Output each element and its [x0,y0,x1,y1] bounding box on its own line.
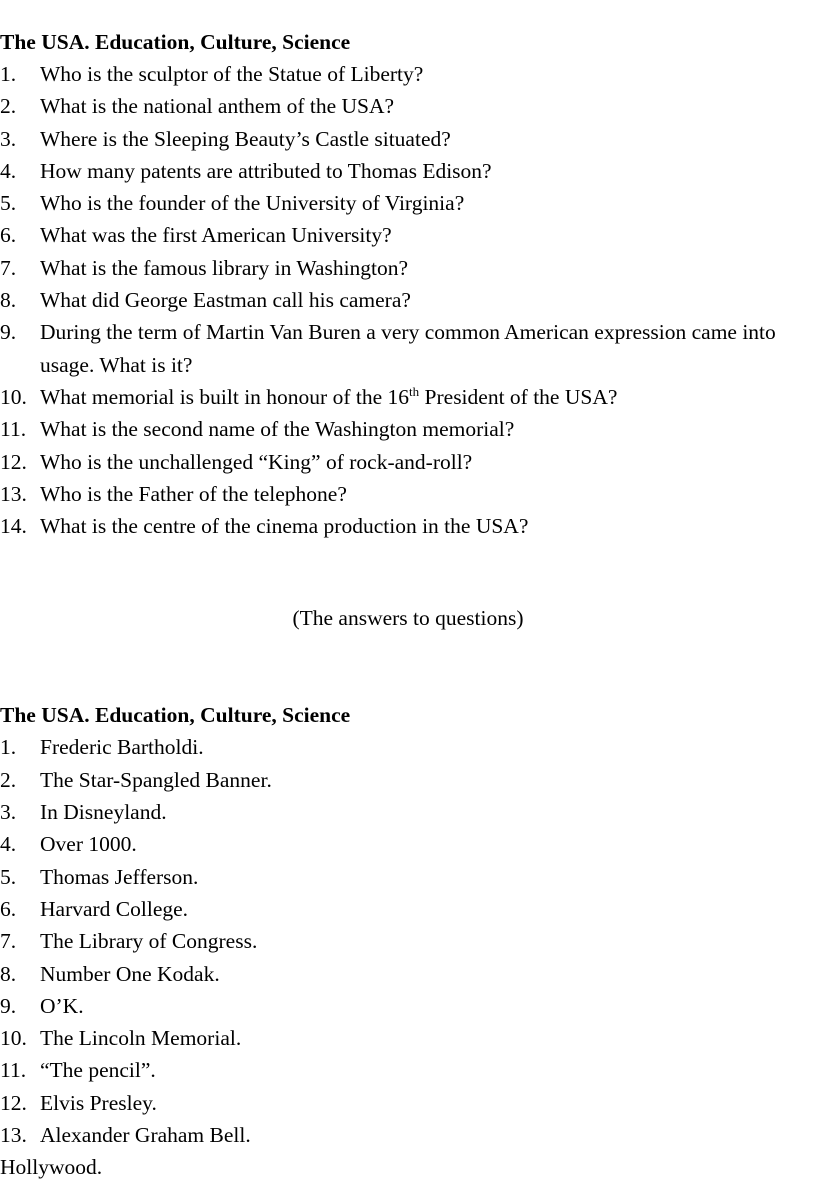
answers-heading: The USA. Education, Culture, Science [0,703,351,728]
list-item [0,893,810,925]
list-item [0,284,810,316]
list-item [0,478,810,510]
list-item [0,1054,810,1086]
answer-text: “The pencil”. [40,1058,156,1083]
answers-list [0,731,816,1151]
item-number: 10. [0,1026,27,1051]
question-text: What is the second name of the Washington memorial? [40,417,515,442]
item-number: 9. [0,993,17,1018]
item-number: 5. [0,864,17,889]
item-number: 2. [0,767,17,792]
answer-text: Over 1000. [40,832,137,857]
answers-note: (The answers to questions) [292,606,524,631]
question-text: How many patents are attributed to Thomas Edison? [40,158,492,183]
item-number: 8. [0,961,17,986]
answer-text: O’K. [40,993,84,1018]
list-item [0,1022,810,1054]
question-text: What is the national anthem of the USA? [40,94,395,119]
item-number: 6. [0,896,17,921]
answer-text: Number One Kodak. [40,961,220,986]
item-number: 9. [0,320,17,345]
question-text: What was the first American University? [40,223,392,248]
item-number: 3. [0,126,17,151]
item-number: 11. [0,417,27,442]
list-item [0,510,810,542]
question-text: Who is the founder of the University of Virginia? [40,191,465,216]
list-item [0,219,810,251]
answer-text: In Disneyland. [40,800,167,825]
question-text: Who is the Father of the telephone? [40,481,347,506]
question-text: What did George Eastman call his camera? [40,288,411,313]
list-item [0,958,810,990]
spacer [0,542,816,602]
list-item [0,828,810,860]
item-number: 4. [0,158,17,183]
item-number: 7. [0,255,17,280]
item-number: 10. [0,384,27,409]
list-item [0,381,810,413]
item-number: 3. [0,800,17,825]
list-item [0,990,810,1022]
item-number: 14. [0,514,27,539]
spacer [0,634,816,699]
item-number: 1. [0,735,17,760]
list-item [0,58,810,90]
item-number: 13. [0,1123,27,1148]
item-number: 2. [0,94,17,119]
question-text: Where is the Sleeping Beauty’s Castle situated? [40,126,451,151]
question-text: Who is the sculptor of the Statue of Liberty? [40,62,424,86]
question-text-part: President of the USA? [419,384,618,409]
item-number: 8. [0,288,17,313]
list-item [0,796,810,828]
list-item [0,925,810,957]
question-text: Who is the unchallenged “King” of rock-and-roll? [40,449,473,474]
item-number: 1. [0,62,17,86]
answer-text: Thomas Jefferson. [40,864,199,889]
trailing-answer-line: Hollywood. [0,1155,103,1180]
list-item [0,413,810,445]
list-item [0,1087,810,1119]
questions-heading: The USA. Education, Culture, Science [0,30,351,54]
list-item [0,1119,810,1151]
answer-text: The Star-Spangled Banner. [40,767,272,792]
answer-text: The Lincoln Memorial. [40,1026,242,1051]
list-item [0,90,810,122]
item-number: 6. [0,223,17,248]
answer-text: Frederic Bartholdi. [40,735,204,760]
list-item [0,316,810,381]
list-item [0,764,810,796]
item-number: 11. [0,1058,27,1083]
answer-text: Elvis Presley. [40,1090,157,1115]
list-item [0,446,810,478]
item-number: 7. [0,929,17,954]
question-text: What is the famous library in Washington? [40,255,409,280]
answer-text: The Library of Congress. [40,929,258,954]
item-number: 4. [0,832,17,857]
answer-text: Harvard College. [40,896,189,921]
item-number: 12. [0,449,27,474]
list-item [0,187,810,219]
item-number: 12. [0,1090,27,1115]
question-text: During the term of Martin Van Buren a very common American expression came into usage. What is it? [40,320,776,377]
list-item [0,155,810,187]
question-text-part: What memorial is built in honour of the 16 [40,384,410,409]
list-item [0,861,810,893]
list-item [0,252,810,284]
item-number: 5. [0,191,17,216]
questions-list [0,58,816,542]
list-item [0,123,810,155]
question-text: What is the centre of the cinema production in the USA? [40,514,529,539]
list-item [0,731,810,763]
item-number: 13. [0,481,27,506]
ordinal-suffix: th [409,383,420,399]
document-page [0,26,816,1183]
answer-text: Alexander Graham Bell. [40,1123,251,1148]
